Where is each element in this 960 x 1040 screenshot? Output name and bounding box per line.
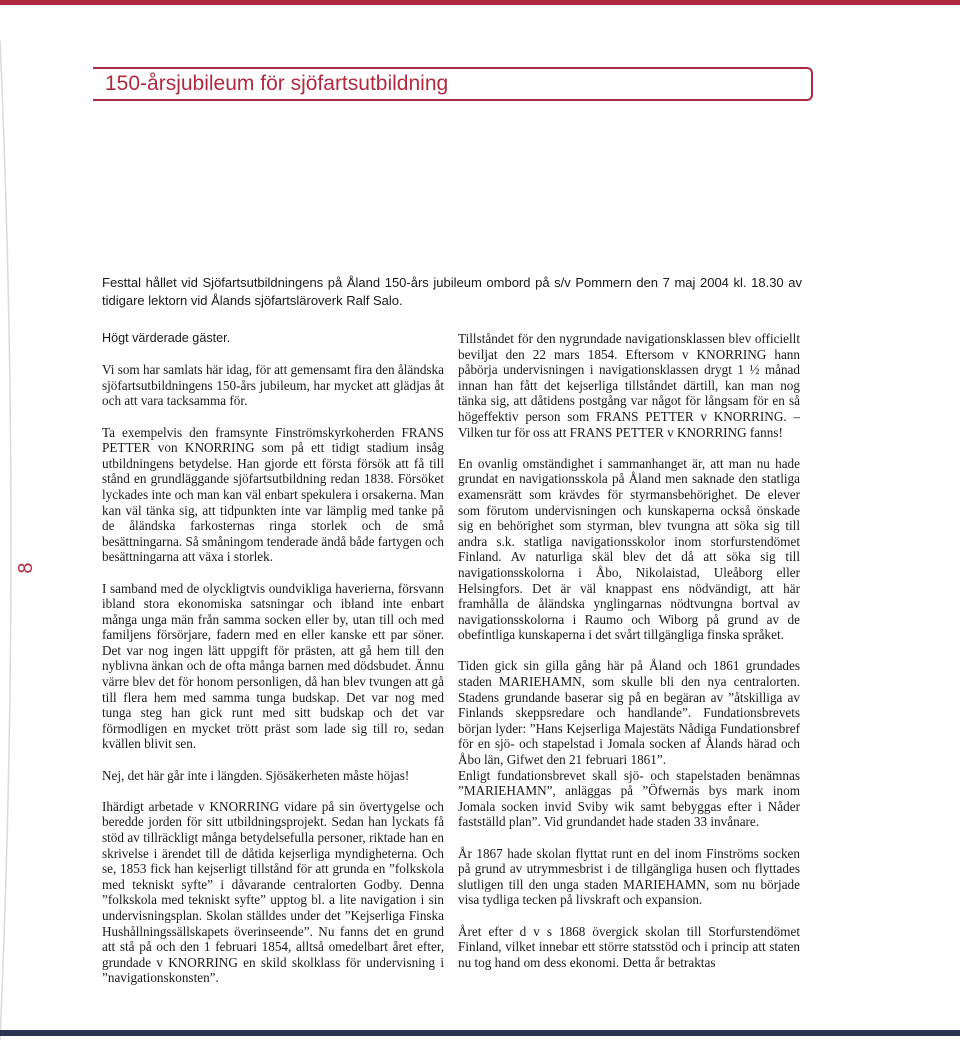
- greeting-paragraph: Högt värderade gäster.: [102, 331, 231, 345]
- right-paragraph-5: År 1867 hade skolan flyttat runt en del inom Finströms socken på grund av utrymmesbrist i de tillgängliga husen och flyttades slutligen till den unga staden MARIEHAMN, som nu började visa tydliga tecken på livskraft och expansion.: [458, 845, 800, 908]
- page-number: 8: [15, 562, 37, 574]
- page-title: 150-årsjubileum för sjöfartsutbildning: [105, 72, 449, 95]
- page-edge-decoration: [0, 40, 60, 1040]
- intro-paragraph: Festtal hållet vid Sjöfartsutbildningens på Åland 150-års jubileum ombord på s/v Pommern den 7 maj 2004 kl. 18.30 av tidigare lektorn vid Ålands sjöfartsläroverk Ralf Salo.: [102, 275, 802, 308]
- top-accent-bar: [0, 0, 960, 5]
- left-paragraph-3: Ta exempelvis den framsynte Finströmskyrkoherden FRANS PETTER von KNORRING som på ett tidigt stadium insåg utbildningens betydelse. Han gjorde ett första försök att få till stånd en grundläggande sjöfartsutbildning redan 1838. Försöket lyckades inte och man kan väl enbart spekulera i orsakerna. Man kan väl tänka sig, att tidpunkten inte var lämplig med tanke på de åländska farkosternas ringa storlek och de små besättningarna. Så småningom tenderade ändå både fartygen och besättningarna att växa i storlek.: [102, 424, 445, 565]
- bottom-accent-bar: [0, 1030, 960, 1036]
- title-box: [93, 67, 813, 101]
- right-paragraph-6: Året efter d v s 1868 övergick skolan till Storfurstendömet Finland, vilket innebar ett större statsstöd och i princip att staten nu tog hand om dess ekonomi. Detta år betraktas: [458, 923, 800, 970]
- left-paragraph-6: Ihärdigt arbetade v KNORRING vidare på sin övertygelse och beredde jorden för sitt utbildningsprojekt. Sedan han lyckats få stöd av tillräckligt många betydelsefulla personer, riktade han en skrivelse i ärendet till de dåtida kejserliga myndigheterna. Och se, 1853 fick han kejserligt tillstånd för att grunda en ”folkskola med tekniskt syfte” i dåvarande centralorten Godby. Denna ”folkskola med tekniskt syfte” upptog bl. a lite navigation i sin undervisningsplan. Skolan ställdes under det ”Kejserliga Finska Hushållningssällskapets överinseende”. Nu fanns det en grund att stå på och den 1 februari 1854, alltså omedelbart året efter, grundade v KNORRING en skild skolklass för undervisning i ”navigationskonsten”.: [102, 798, 444, 986]
- left-column: [102, 331, 444, 986]
- right-paragraph-3: Tiden gick sin gilla gång här på Åland och 1861 grundades staden MARIEHAMN, som skulle bli den nya centralorten. Stadens grundande baserar sig på en begäran av ”åtskilliga av Finlands skeppsredare och handlande”. Fundationsbrevets början lyder: ”Hans Kejserliga Majestäts Nådiga Fundationsbref för en sjö- och stapelstad i Jomala socken af Ålands härad och Åbo län, Gifwet den 21 februari 1861”.: [458, 658, 800, 768]
- right-paragraph-1: Tillståndet för den nygrundade navigationsklassen blev officiellt beviljat den 22 mars 1854. Eftersom v KNORRING hann påbörja undervisningen i navigationsklassen drygt 1 ½ månad innan han fått det kejserliga tillståndet därtill, kan man nog tänka sig, att dåtidens postgång var något för långsam för en så högeffektiv person som FRANS PETTER v KNORRING. – Vilken tur för oss att FRANS PETTER v KNORRING fanns!: [458, 331, 800, 440]
- left-paragraph-5: Nej, det här går inte i längden. Sjösäkerheten måste höjas!: [102, 767, 410, 783]
- left-paragraph-4: I samband med de olyckligtvis oundvikliga haverierna, försvann ibland stora ekonomiska satsningar och ibland inte enbart många unga män från samma socken eller by, utan till och med familjens försörjare, fadern med en eller kanske ett par söner. Det var nog ingen lätt uppgift för prästen, att gå hem till den nyblivna änkan och de ofta många barnen med dödsbudet. Ännu värre blev det för honom personligen, då han blev tvungen att gå till flera hem med samma tunga budskap. Det var nog med tunga steg han gick runt med sitt budskap och det var förmodligen en mycket trött präst som lade sig till ro, sedan kvällen blivit sen.: [102, 580, 444, 752]
- left-paragraph-2: Vi som har samlats här idag, för att gemensamt fira den åländska sjöfartsutbildningens 150-års jubileum, har mycket att glädjas åt och att vara tacksamma för.: [102, 362, 444, 409]
- right-column: [458, 331, 800, 970]
- right-paragraph-4: Enligt fundationsbrevet skall sjö- och stapelstaden benämnas ”MARIEHAMN”, anläggas på ”Öfwernäs bys mark inom Jomala socken invid Sviby wik samt bebyggas efter i Nåder fastställd plan”. Vid grundandet hade staden 33 invånare.: [458, 767, 800, 830]
- right-paragraph-2: En ovanlig omständighet i sammanhanget är, att man nu hade grundat en navigationsskola på Åland men saknade den statliga examensrätt som krävdes för styrmansbehörighet. De elever som förutom undervisningen och kunskaperna också önskade sig en behörighet som styrman, blev tvungna att söka sig till andra s.k. statliga navigationsskolor inom storfurstendömet Finland. Av naturliga skäl blev det då att söka sig till navigationsskolorna i Åbo, Nikolaistad, Uleåborg eller Helsingfors. Det är väl knappast ens nödvändigt, att här framhålla de åländska ynglingarnas nödtvungna bortval av navigationsskolorna i Raumo och Wiborg på grund av de obefintliga kunskaperna i det svårt tillgängliga finska språket.: [458, 455, 800, 643]
